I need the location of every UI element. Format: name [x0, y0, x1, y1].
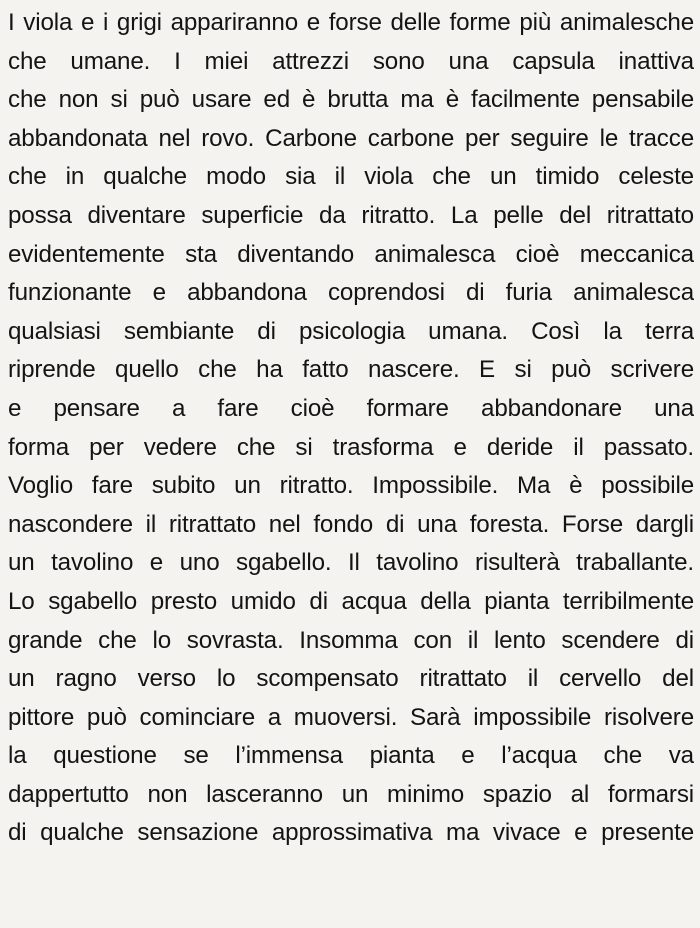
- text-line: evidentemente sta diventando animalesca cioè meccanica: [8, 240, 694, 268]
- text-line: di qualche sensazione approssimativa ma vivace e presente: [8, 819, 694, 847]
- text-line: la questione se l’immensa pianta e l’acqua che va: [8, 742, 694, 770]
- text-line: qualsiasi sembiante di psicologia umana. Così la terra: [8, 317, 694, 345]
- text-line: abbandonata nel rovo. Carbone carbone per seguire le tracce: [8, 124, 694, 152]
- text-line: riprende quello che ha fatto nascere. E si può scrivere: [8, 356, 694, 384]
- text-line: grande che lo sovrasta. Insomma con il lento scendere di: [8, 626, 694, 654]
- text-line: dappertutto non lasceranno un minimo spazio al formarsi: [8, 780, 694, 808]
- text-line: pittore può cominciare a muoversi. Sarà impossibile risolvere: [8, 703, 694, 731]
- text-line: Voglio fare subito un ritratto. Impossibile. Ma è possibile: [8, 472, 694, 500]
- text-line: e pensare a fare cioè formare abbandonare una: [8, 394, 694, 422]
- text-line: che non si può usare ed è brutta ma è facilmente pensabile: [8, 86, 694, 114]
- text-line: forma per vedere che si trasforma e deride il passato.: [8, 433, 694, 461]
- text-line: un tavolino e uno sgabello. Il tavolino risulterà traballante.: [8, 549, 694, 577]
- text-line: un ragno verso lo scompensato ritrattato il cervello del: [8, 665, 694, 693]
- text-line: nascondere il ritrattato nel fondo di una foresta. Forse dargli: [8, 510, 694, 538]
- text-block: [8, 4, 694, 853]
- text-line: che in qualche modo sia il viola che un timido celeste: [8, 163, 694, 191]
- text-line: Lo sgabello presto umido di acqua della pianta terribilmente: [8, 587, 694, 615]
- text-line: funzionante e abbandona coprendosi di furia animalesca: [8, 279, 694, 307]
- text-line: I viola e i grigi appariranno e forse delle forme più animalesche: [8, 9, 694, 36]
- text-line: che umane. I miei attrezzi sono una capsula inattiva: [8, 47, 694, 75]
- text-line: possa diventare superficie da ritratto. La pelle del ritrattato: [8, 201, 694, 229]
